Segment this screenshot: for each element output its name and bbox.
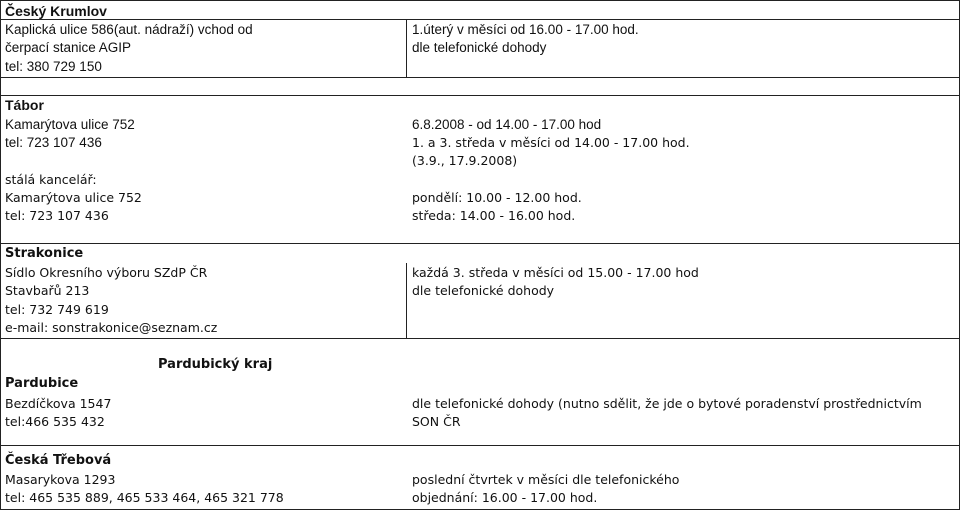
row-divider	[0, 95, 960, 96]
row-divider	[0, 445, 960, 446]
phone: tel: 465 535 889, 465 533 464, 465 321 778	[5, 490, 284, 505]
row-divider	[0, 77, 960, 78]
section-title-strakonice: Strakonice	[5, 246, 84, 261]
office-hours: pondělí: 10.00 - 12.00 hod.	[412, 190, 582, 205]
office-hours: (3.9., 17.9.2008)	[412, 153, 518, 168]
address-line: Stavbařů 213	[5, 283, 90, 298]
phone: tel: 380 729 150	[5, 59, 102, 74]
phone: tel:466 535 432	[5, 414, 105, 429]
row-divider	[0, 19, 960, 20]
email: e-mail: sonstrakonice@seznam.cz	[5, 320, 218, 335]
address-line: Kaplická ulice 586(aut. nádraží) vchod od	[5, 22, 253, 37]
section-title-pardubice: Pardubice	[5, 376, 79, 391]
address-line: Kamarýtova ulice 752	[5, 117, 135, 132]
row-divider	[0, 243, 960, 244]
row-divider	[0, 338, 960, 339]
office-hours: 6.8.2008 - od 14.00 - 17.00 hod	[412, 117, 602, 132]
office-hours: objednání: 16.00 - 17.00 hod.	[412, 490, 598, 505]
office-hours: 1. a 3. středa v měsíci od 14.00 - 17.00 hod.	[412, 135, 690, 150]
section-title-cesky-krumlov: Český Krumlov	[5, 3, 107, 19]
address-line: Sídlo Okresního výboru SZdP ČR	[5, 265, 208, 280]
office-hours: každá 3. středa v měsíci od 15.00 - 17.00 hod	[412, 265, 699, 280]
office-hours: středa: 14.00 - 16.00 hod.	[412, 208, 576, 223]
column-divider	[406, 19, 407, 77]
phone: tel: 732 749 619	[5, 302, 109, 317]
note: SON ČR	[412, 414, 461, 429]
phone: tel: 723 107 436	[5, 208, 109, 223]
address-line: čerpací stanice AGIP	[5, 40, 132, 55]
office-hours: dle telefonické dohody	[412, 40, 547, 55]
section-title-ceska-trebova: Česká Třebová	[5, 453, 112, 468]
phone: tel: 723 107 436	[5, 135, 102, 150]
address-line: Masarykova 1293	[5, 472, 116, 487]
note: dle telefonické dohody (nutno sdělit, že jde o bytové poradenství prostřednictvím	[412, 396, 922, 411]
address-line: Bezdíčkova 1547	[5, 396, 112, 411]
address-line: Kamarýtova ulice 752	[5, 190, 142, 205]
office-label: stálá kancelář:	[5, 172, 97, 187]
column-divider	[406, 263, 407, 338]
office-hours: 1.úterý v měsíci od 16.00 - 17.00 hod.	[412, 22, 639, 37]
section-title-tabor: Tábor	[5, 97, 44, 113]
office-hours: dle telefonické dohody	[412, 283, 555, 298]
office-hours: poslední čtvrtek v měsíci dle telefonického	[412, 472, 680, 487]
region-heading: Pardubický kraj	[158, 357, 273, 372]
